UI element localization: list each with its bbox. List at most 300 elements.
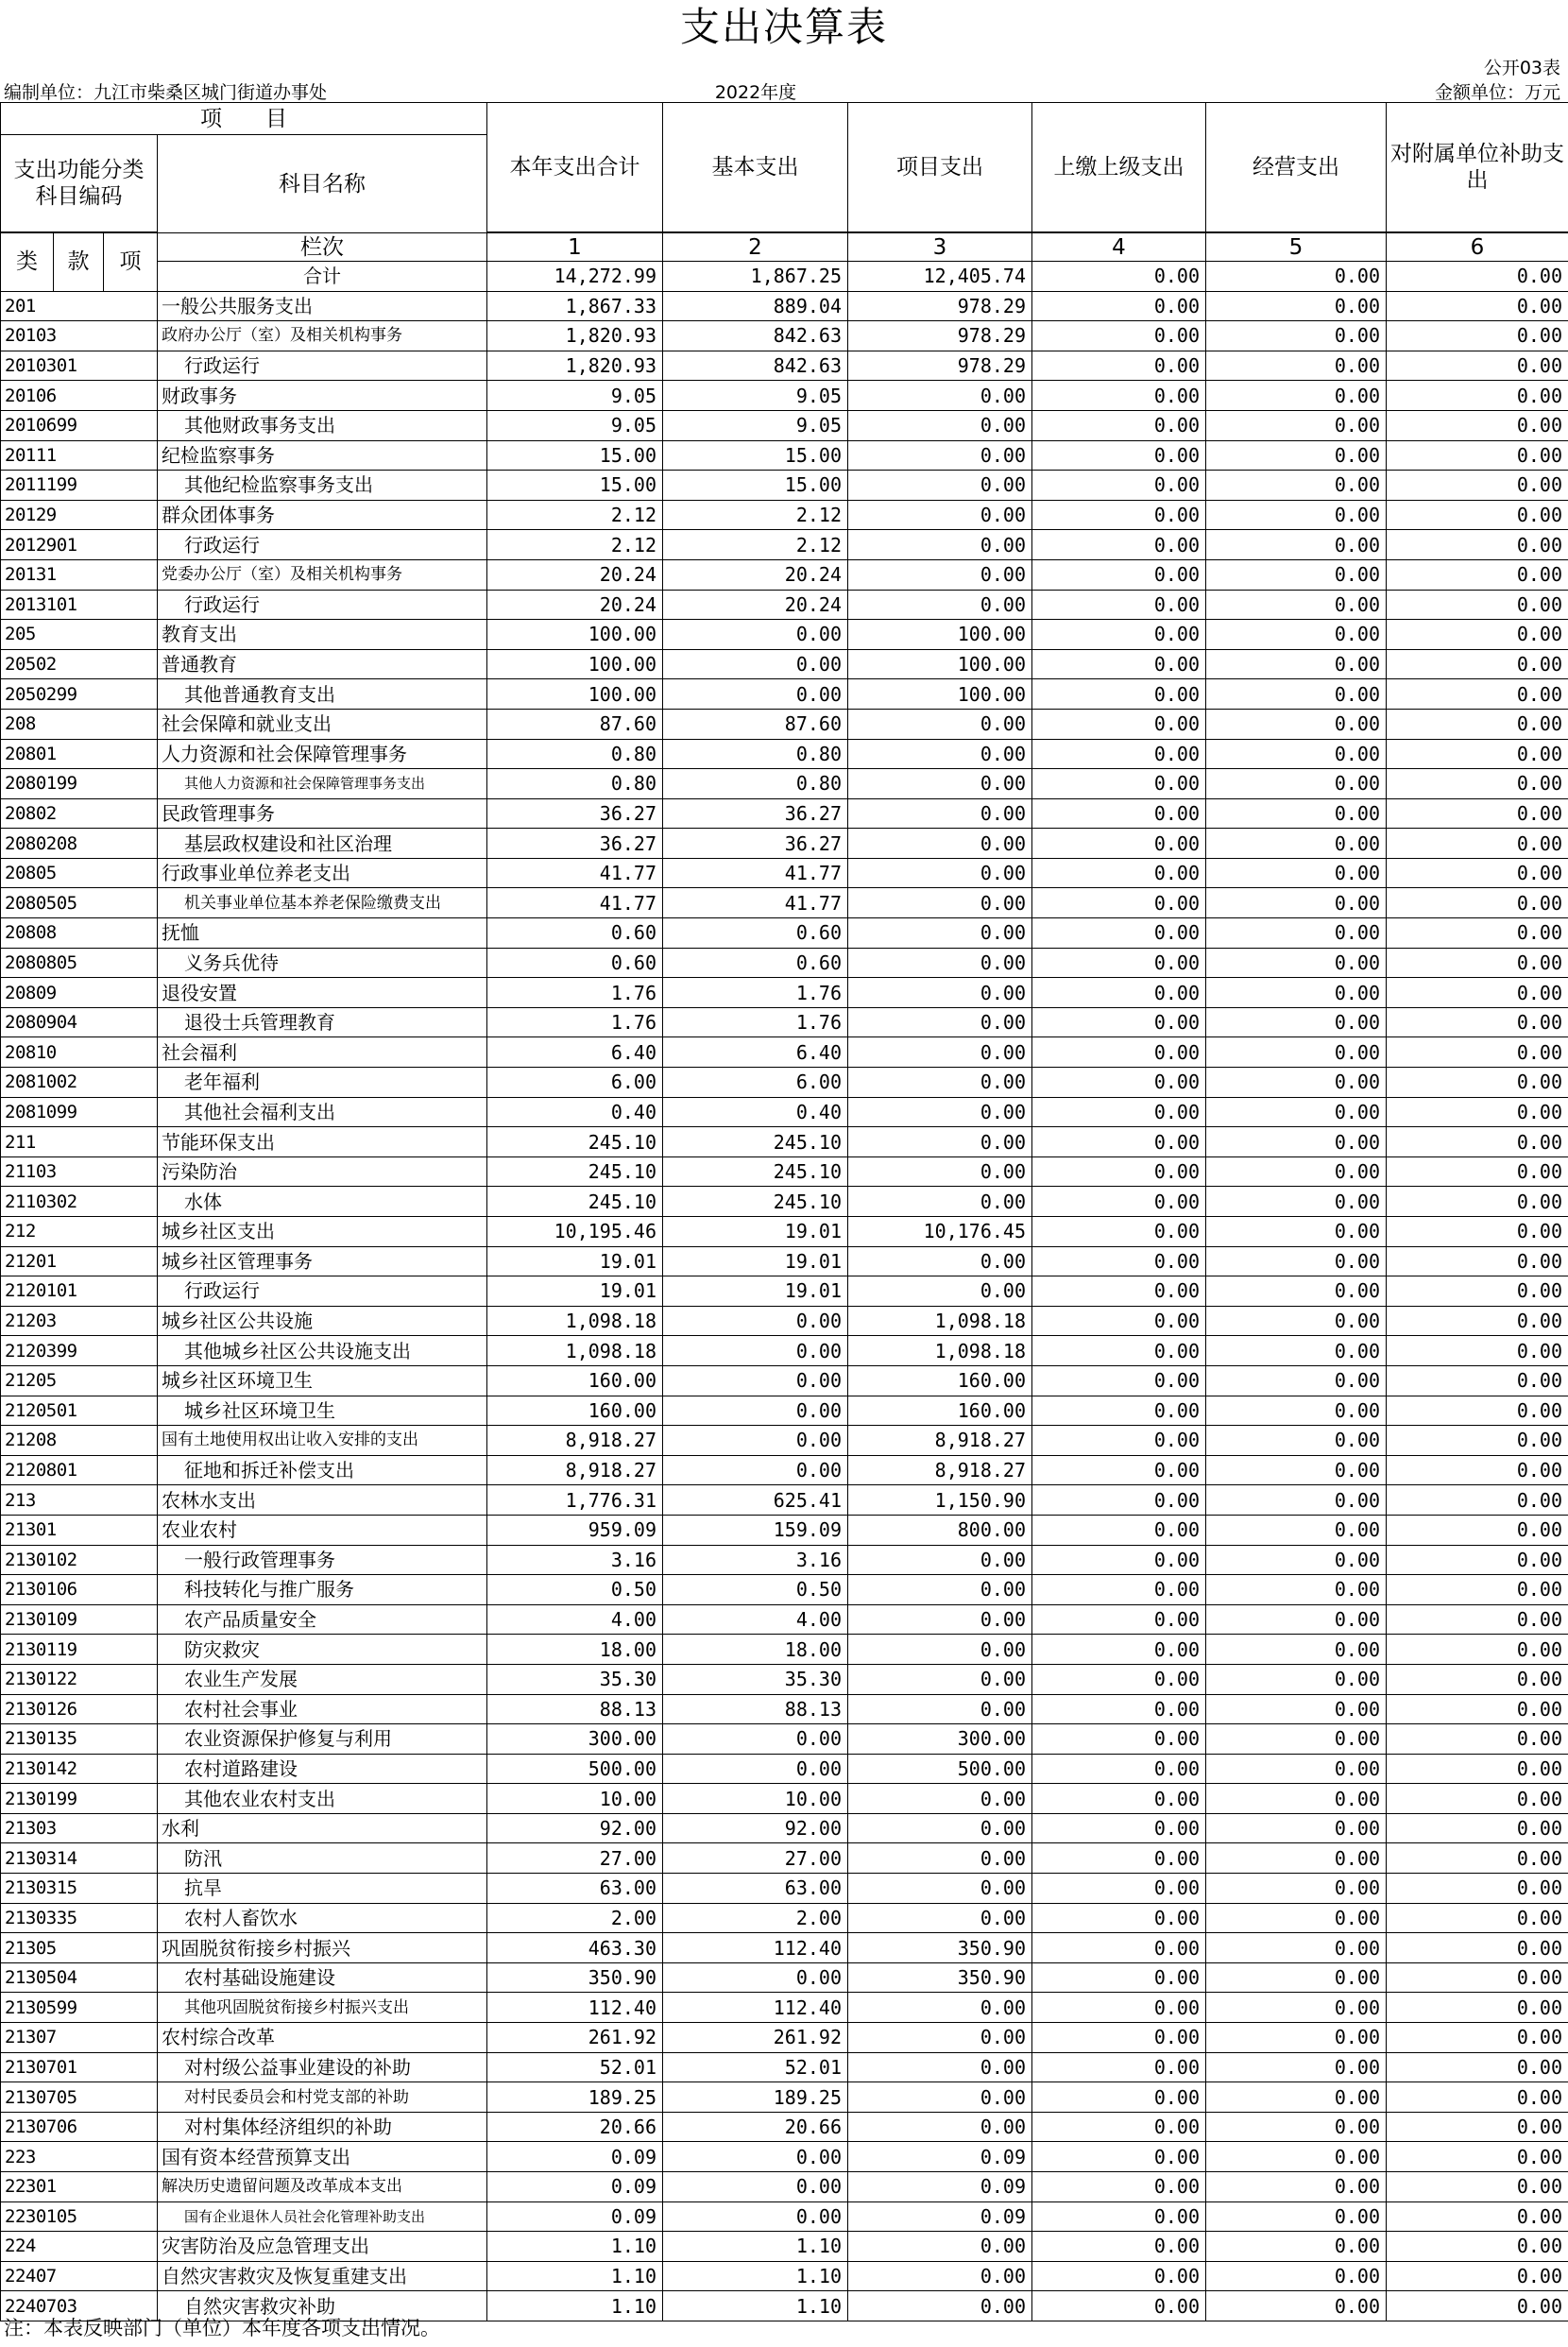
row-value: 0.00 — [663, 2142, 848, 2172]
table-row — [1, 2142, 1568, 2172]
row-code: 2110302 — [1, 1187, 158, 1217]
row-code: 21201 — [1, 1246, 158, 1276]
row-value: 0.00 — [1032, 888, 1206, 918]
table-row — [1, 1396, 1568, 1426]
row-value: 0.00 — [1032, 410, 1206, 440]
row-value: 0.00 — [1206, 1007, 1387, 1037]
table-row — [1, 709, 1568, 739]
row-value: 0.00 — [1206, 739, 1387, 769]
row-value: 100.00 — [487, 679, 663, 710]
row-code: 2130705 — [1, 2082, 158, 2113]
row-value: 0.50 — [487, 1575, 663, 1605]
row-name: 城乡社区支出 — [158, 1217, 487, 1247]
row-value: 0.00 — [848, 410, 1032, 440]
row-value: 0.00 — [1387, 321, 1568, 351]
row-value: 0.00 — [1206, 351, 1387, 381]
row-value: 2.12 — [663, 530, 848, 560]
row-value: 0.80 — [487, 769, 663, 799]
row-value: 0.00 — [1387, 1187, 1568, 1217]
row-value: 0.00 — [1032, 1097, 1206, 1127]
table-note: 注：本表反映部门（单位）本年度各项支出情况。 — [4, 2317, 440, 2339]
row-value: 15.00 — [487, 440, 663, 471]
row-value: 0.80 — [487, 739, 663, 769]
row-value: 0.00 — [848, 1635, 1032, 1665]
row-code: 21203 — [1, 1306, 158, 1336]
row-value: 0.00 — [1032, 1127, 1206, 1157]
row-code: 21103 — [1, 1156, 158, 1187]
row-value: 245.10 — [487, 1156, 663, 1187]
row-code: 2080904 — [1, 1007, 158, 1037]
row-code: 2120399 — [1, 1336, 158, 1366]
row-value: 0.00 — [1032, 381, 1206, 411]
row-value: 8,918.27 — [487, 1455, 663, 1485]
row-value: 0.00 — [848, 1007, 1032, 1037]
table-row — [1, 1306, 1568, 1336]
header-col-basic: 基本支出 — [663, 103, 848, 232]
row-value: 0.00 — [1206, 1874, 1387, 1904]
header-name: 科目名称 — [158, 135, 487, 233]
row-name: 行政运行 — [158, 530, 487, 560]
table-row — [1, 1604, 1568, 1635]
page-title: 支出决算表 — [679, 4, 888, 50]
total-value: 0.00 — [1387, 262, 1568, 292]
table-row — [1, 1843, 1568, 1874]
row-name: 污染防治 — [158, 1156, 487, 1187]
row-value: 0.00 — [1032, 1068, 1206, 1098]
row-value: 0.00 — [1032, 1874, 1206, 1904]
row-value: 20.66 — [663, 2112, 848, 2142]
table-row — [1, 798, 1568, 829]
row-value: 0.00 — [1387, 1007, 1568, 1037]
table-row — [1, 2082, 1568, 2113]
row-value: 19.01 — [487, 1246, 663, 1276]
row-value: 0.00 — [1032, 2201, 1206, 2232]
row-value: 0.00 — [848, 1097, 1032, 1127]
row-value: 0.00 — [1032, 2082, 1206, 2113]
row-value: 0.00 — [1032, 2291, 1206, 2321]
row-value: 0.00 — [1206, 1903, 1387, 1933]
row-value: 87.60 — [663, 709, 848, 739]
row-value: 0.00 — [1387, 2142, 1568, 2172]
row-value: 27.00 — [487, 1843, 663, 1874]
row-value: 463.30 — [487, 1933, 663, 1963]
row-value: 36.27 — [487, 798, 663, 829]
row-value: 800.00 — [848, 1515, 1032, 1545]
row-value: 52.01 — [487, 2052, 663, 2082]
row-value: 0.00 — [663, 1396, 848, 1426]
row-value: 0.00 — [1032, 649, 1206, 679]
table-row — [1, 1127, 1568, 1157]
row-value: 0.00 — [1032, 2052, 1206, 2082]
row-value: 0.00 — [848, 1694, 1032, 1724]
row-value: 1,098.18 — [848, 1336, 1032, 1366]
row-value: 41.77 — [663, 858, 848, 888]
row-value: 0.00 — [1206, 1604, 1387, 1635]
row-value: 0.00 — [1206, 1515, 1387, 1545]
row-name: 对村集体经济组织的补助 — [158, 2112, 487, 2142]
amount-unit: 金额单位：万元 — [1434, 82, 1560, 103]
row-value: 0.00 — [1387, 351, 1568, 381]
row-value: 245.10 — [663, 1187, 848, 1217]
row-code: 211 — [1, 1127, 158, 1157]
row-value: 245.10 — [487, 1127, 663, 1157]
table-row — [1, 500, 1568, 530]
row-value: 92.00 — [663, 1813, 848, 1843]
total-value: 0.00 — [1206, 262, 1387, 292]
row-code: 201 — [1, 291, 158, 321]
row-value: 0.00 — [663, 1455, 848, 1485]
row-code: 2130314 — [1, 1843, 158, 1874]
table-row — [1, 1187, 1568, 1217]
row-name: 城乡社区环境卫生 — [158, 1365, 487, 1396]
row-name: 其他城乡社区公共设施支出 — [158, 1336, 487, 1366]
row-value: 6.40 — [663, 1037, 848, 1068]
row-value: 0.00 — [1206, 1306, 1387, 1336]
row-value: 0.00 — [1387, 410, 1568, 440]
row-name: 对村级公益事业建设的补助 — [158, 2052, 487, 2082]
row-value: 100.00 — [487, 649, 663, 679]
row-value: 0.09 — [487, 2172, 663, 2202]
row-value: 0.00 — [1206, 888, 1387, 918]
row-code: 2230105 — [1, 2201, 158, 2232]
row-value: 41.77 — [663, 888, 848, 918]
row-value: 0.00 — [1387, 590, 1568, 620]
row-value: 1.76 — [487, 978, 663, 1008]
row-value: 0.00 — [1387, 471, 1568, 501]
row-value: 0.00 — [1206, 1694, 1387, 1724]
row-value: 0.00 — [1206, 1396, 1387, 1426]
row-value: 0.00 — [1032, 1604, 1206, 1635]
row-name: 退役士兵管理教育 — [158, 1007, 487, 1037]
row-value: 0.00 — [1032, 1694, 1206, 1724]
row-value: 0.00 — [1387, 381, 1568, 411]
row-value: 88.13 — [663, 1694, 848, 1724]
row-value: 112.40 — [487, 1993, 663, 2023]
row-value: 0.00 — [848, 590, 1032, 620]
row-value: 0.00 — [1387, 1754, 1568, 1784]
row-value: 0.00 — [1206, 381, 1387, 411]
row-value: 0.00 — [1032, 1217, 1206, 1247]
row-name: 老年福利 — [158, 1068, 487, 1098]
row-name: 退役安置 — [158, 978, 487, 1008]
col-num-1: 1 — [487, 233, 663, 262]
row-name: 党委办公厅（室）及相关机构事务 — [158, 559, 487, 590]
row-code: 20129 — [1, 500, 158, 530]
row-value: 0.00 — [663, 1724, 848, 1755]
row-value: 0.00 — [848, 1604, 1032, 1635]
row-value: 0.00 — [1032, 2232, 1206, 2262]
row-value: 36.27 — [663, 829, 848, 859]
row-value: 0.00 — [1387, 888, 1568, 918]
row-name: 防汛 — [158, 1843, 487, 1874]
row-name: 群众团体事务 — [158, 500, 487, 530]
row-value: 9.05 — [663, 410, 848, 440]
row-value: 0.00 — [1206, 1127, 1387, 1157]
row-name: 征地和拆迁补偿支出 — [158, 1455, 487, 1485]
row-value: 0.00 — [1206, 471, 1387, 501]
table-row — [1, 829, 1568, 859]
row-value: 0.00 — [1032, 1426, 1206, 1456]
row-value: 625.41 — [663, 1485, 848, 1516]
row-value: 0.00 — [1206, 440, 1387, 471]
row-value: 0.00 — [1387, 1903, 1568, 1933]
row-name: 教育支出 — [158, 620, 487, 650]
row-value: 0.00 — [1387, 2232, 1568, 2262]
row-name: 自然灾害救灾补助 — [158, 2291, 487, 2321]
row-code: 20111 — [1, 440, 158, 471]
row-code: 212 — [1, 1217, 158, 1247]
row-value: 0.00 — [1032, 1784, 1206, 1814]
row-value: 4.00 — [487, 1604, 663, 1635]
row-code: 2081002 — [1, 1068, 158, 1098]
table-row — [1, 1007, 1568, 1037]
row-value: 0.00 — [848, 2232, 1032, 2262]
row-value: 0.00 — [1206, 2112, 1387, 2142]
row-name: 社会福利 — [158, 1037, 487, 1068]
row-code: 2012901 — [1, 530, 158, 560]
row-value: 112.40 — [663, 1993, 848, 2023]
row-value: 0.00 — [1032, 291, 1206, 321]
row-name: 农业生产发展 — [158, 1664, 487, 1694]
row-value: 0.00 — [1387, 1962, 1568, 1993]
row-value: 0.00 — [1032, 978, 1206, 1008]
row-value: 189.25 — [663, 2082, 848, 2113]
row-value: 0.00 — [1387, 2172, 1568, 2202]
row-value: 0.00 — [1387, 440, 1568, 471]
table-row — [1, 1365, 1568, 1396]
row-name: 行政运行 — [158, 1276, 487, 1307]
row-value: 88.13 — [487, 1694, 663, 1724]
row-code: 2013101 — [1, 590, 158, 620]
header-col-project: 项目支出 — [848, 103, 1032, 232]
row-name: 农村人畜饮水 — [158, 1903, 487, 1933]
row-value: 0.00 — [1032, 858, 1206, 888]
row-code: 21305 — [1, 1933, 158, 1963]
row-value: 10,176.45 — [848, 1217, 1032, 1247]
row-value: 160.00 — [848, 1396, 1032, 1426]
row-value: 0.00 — [1032, 739, 1206, 769]
row-value: 1.10 — [487, 2291, 663, 2321]
row-value: 0.00 — [1206, 829, 1387, 859]
row-value: 0.00 — [663, 1306, 848, 1336]
row-value: 0.00 — [1032, 1336, 1206, 1366]
row-code: 2130701 — [1, 2052, 158, 2082]
row-code: 2080199 — [1, 769, 158, 799]
row-value: 20.24 — [487, 590, 663, 620]
row-value: 2.00 — [663, 1903, 848, 1933]
row-value: 300.00 — [848, 1724, 1032, 1755]
row-value: 0.60 — [487, 948, 663, 978]
row-value: 10.00 — [663, 1784, 848, 1814]
row-code: 2120101 — [1, 1276, 158, 1307]
row-name: 普通教育 — [158, 649, 487, 679]
row-value: 0.00 — [1032, 2112, 1206, 2142]
row-name: 农林水支出 — [158, 1485, 487, 1516]
row-value: 0.00 — [1032, 1007, 1206, 1037]
row-name: 对村民委员会和村党支部的补助 — [158, 2082, 487, 2113]
table-row — [1, 2261, 1568, 2291]
row-value: 19.01 — [663, 1246, 848, 1276]
row-value: 19.01 — [663, 1217, 848, 1247]
header-lei: 类 — [1, 233, 54, 292]
row-value: 0.00 — [1032, 829, 1206, 859]
table-row — [1, 948, 1568, 978]
row-value: 0.00 — [1387, 1485, 1568, 1516]
row-name: 义务兵优待 — [158, 948, 487, 978]
row-value: 189.25 — [487, 2082, 663, 2113]
row-value: 0.00 — [848, 1068, 1032, 1098]
row-value: 978.29 — [848, 351, 1032, 381]
row-value: 0.00 — [848, 798, 1032, 829]
row-value: 3.16 — [663, 1545, 848, 1575]
row-value: 0.00 — [1387, 1396, 1568, 1426]
row-value: 0.00 — [1206, 530, 1387, 560]
row-value: 0.00 — [848, 2082, 1032, 2113]
row-value: 160.00 — [487, 1396, 663, 1426]
header-code-group: 支出功能分类科目编码 — [1, 135, 158, 232]
row-value: 0.00 — [1032, 1724, 1206, 1755]
row-name: 社会保障和就业支出 — [158, 709, 487, 739]
row-name: 政府办公厅（室）及相关机构事务 — [158, 321, 487, 351]
row-name: 抚恤 — [158, 918, 487, 949]
row-value: 41.77 — [487, 858, 663, 888]
row-value: 0.00 — [1206, 1187, 1387, 1217]
row-value: 0.00 — [1032, 1246, 1206, 1276]
row-name: 农产品质量安全 — [158, 1604, 487, 1635]
row-code: 20810 — [1, 1037, 158, 1068]
row-value: 2.12 — [663, 500, 848, 530]
row-value: 1,820.93 — [487, 351, 663, 381]
row-name: 国有土地使用权出让收入安排的支出 — [158, 1426, 487, 1456]
row-value: 0.00 — [1206, 500, 1387, 530]
row-value: 0.00 — [1387, 858, 1568, 888]
row-value: 0.00 — [1206, 2291, 1387, 2321]
row-name: 行政运行 — [158, 351, 487, 381]
row-value: 0.00 — [1387, 1455, 1568, 1485]
total-value: 1,867.25 — [663, 262, 848, 292]
row-value: 0.00 — [1032, 1813, 1206, 1843]
row-value: 1,820.93 — [487, 321, 663, 351]
row-value: 9.05 — [663, 381, 848, 411]
col-num-3: 3 — [848, 233, 1032, 262]
row-value: 0.00 — [1206, 2172, 1387, 2202]
row-code: 2130135 — [1, 1724, 158, 1755]
table-row — [1, 1455, 1568, 1485]
table-row — [1, 2023, 1568, 2053]
row-value: 0.00 — [1206, 1276, 1387, 1307]
row-value: 0.00 — [1387, 1336, 1568, 1366]
row-value: 0.00 — [1387, 1664, 1568, 1694]
row-value: 1,150.90 — [848, 1485, 1032, 1516]
row-value: 0.50 — [663, 1575, 848, 1605]
table-row — [1, 291, 1568, 321]
row-value: 0.00 — [1387, 559, 1568, 590]
table-row — [1, 1962, 1568, 1993]
row-value: 842.63 — [663, 351, 848, 381]
row-value: 27.00 — [663, 1843, 848, 1874]
row-value: 0.00 — [848, 1903, 1032, 1933]
row-value: 0.00 — [1387, 1784, 1568, 1814]
row-value: 6.00 — [663, 1068, 848, 1098]
row-value: 889.04 — [663, 291, 848, 321]
row-value: 1.10 — [487, 2232, 663, 2262]
row-value: 0.00 — [1206, 798, 1387, 829]
row-value: 0.00 — [848, 500, 1032, 530]
row-value: 0.00 — [1206, 2142, 1387, 2172]
table-row — [1, 1336, 1568, 1366]
row-name: 其他巩固脱贫衔接乡村振兴支出 — [158, 1993, 487, 2023]
row-value: 20.24 — [487, 559, 663, 590]
row-value: 0.00 — [1206, 1784, 1387, 1814]
table-row — [1, 530, 1568, 560]
row-value: 19.01 — [663, 1276, 848, 1307]
row-name: 农业农村 — [158, 1515, 487, 1545]
row-value: 0.09 — [848, 2142, 1032, 2172]
table-row — [1, 769, 1568, 799]
row-value: 0.00 — [848, 530, 1032, 560]
row-value: 0.00 — [1206, 1635, 1387, 1665]
row-value: 0.00 — [1206, 1933, 1387, 1963]
row-code: 21307 — [1, 2023, 158, 2053]
row-name: 其他社会福利支出 — [158, 1097, 487, 1127]
row-value: 0.00 — [1206, 2201, 1387, 2232]
row-value: 0.00 — [1032, 321, 1206, 351]
row-value: 0.00 — [848, 829, 1032, 859]
row-value: 0.00 — [1387, 2023, 1568, 2053]
header-col-remit-upper: 上缴上级支出 — [1032, 103, 1206, 232]
row-value: 0.60 — [663, 918, 848, 949]
row-value: 18.00 — [487, 1635, 663, 1665]
row-value: 8,918.27 — [848, 1426, 1032, 1456]
row-value: 0.00 — [848, 1545, 1032, 1575]
row-name: 其他财政事务支出 — [158, 410, 487, 440]
row-name: 人力资源和社会保障管理事务 — [158, 739, 487, 769]
row-value: 0.00 — [848, 559, 1032, 590]
row-value: 159.09 — [663, 1515, 848, 1545]
table-row — [1, 679, 1568, 710]
row-code: 21303 — [1, 1813, 158, 1843]
row-value: 0.00 — [1032, 1396, 1206, 1426]
row-code: 2130119 — [1, 1635, 158, 1665]
row-name: 行政事业单位养老支出 — [158, 858, 487, 888]
row-value: 0.00 — [1387, 2112, 1568, 2142]
row-value: 8,918.27 — [848, 1455, 1032, 1485]
row-value: 0.00 — [848, 1813, 1032, 1843]
row-value: 0.00 — [848, 2291, 1032, 2321]
row-code: 2010301 — [1, 351, 158, 381]
header-kuan: 款 — [54, 233, 104, 292]
row-value: 0.00 — [848, 1874, 1032, 1904]
row-value: 0.00 — [1032, 1754, 1206, 1784]
row-value: 2.12 — [487, 500, 663, 530]
row-value: 0.00 — [1387, 829, 1568, 859]
row-name: 自然灾害救灾及恢复重建支出 — [158, 2261, 487, 2291]
row-value: 0.00 — [1032, 948, 1206, 978]
table-row — [1, 1426, 1568, 1456]
row-value: 0.00 — [1032, 471, 1206, 501]
col-num-5: 5 — [1206, 233, 1387, 262]
row-name: 城乡社区环境卫生 — [158, 1396, 487, 1426]
row-value: 0.00 — [1206, 1097, 1387, 1127]
row-code: 2130102 — [1, 1545, 158, 1575]
row-value: 0.00 — [1387, 948, 1568, 978]
row-value: 0.00 — [1206, 769, 1387, 799]
row-value: 15.00 — [663, 471, 848, 501]
row-value: 2.12 — [487, 530, 663, 560]
row-value: 0.00 — [1387, 1724, 1568, 1755]
row-value: 2.00 — [487, 1903, 663, 1933]
row-name: 灾害防治及应急管理支出 — [158, 2232, 487, 2262]
